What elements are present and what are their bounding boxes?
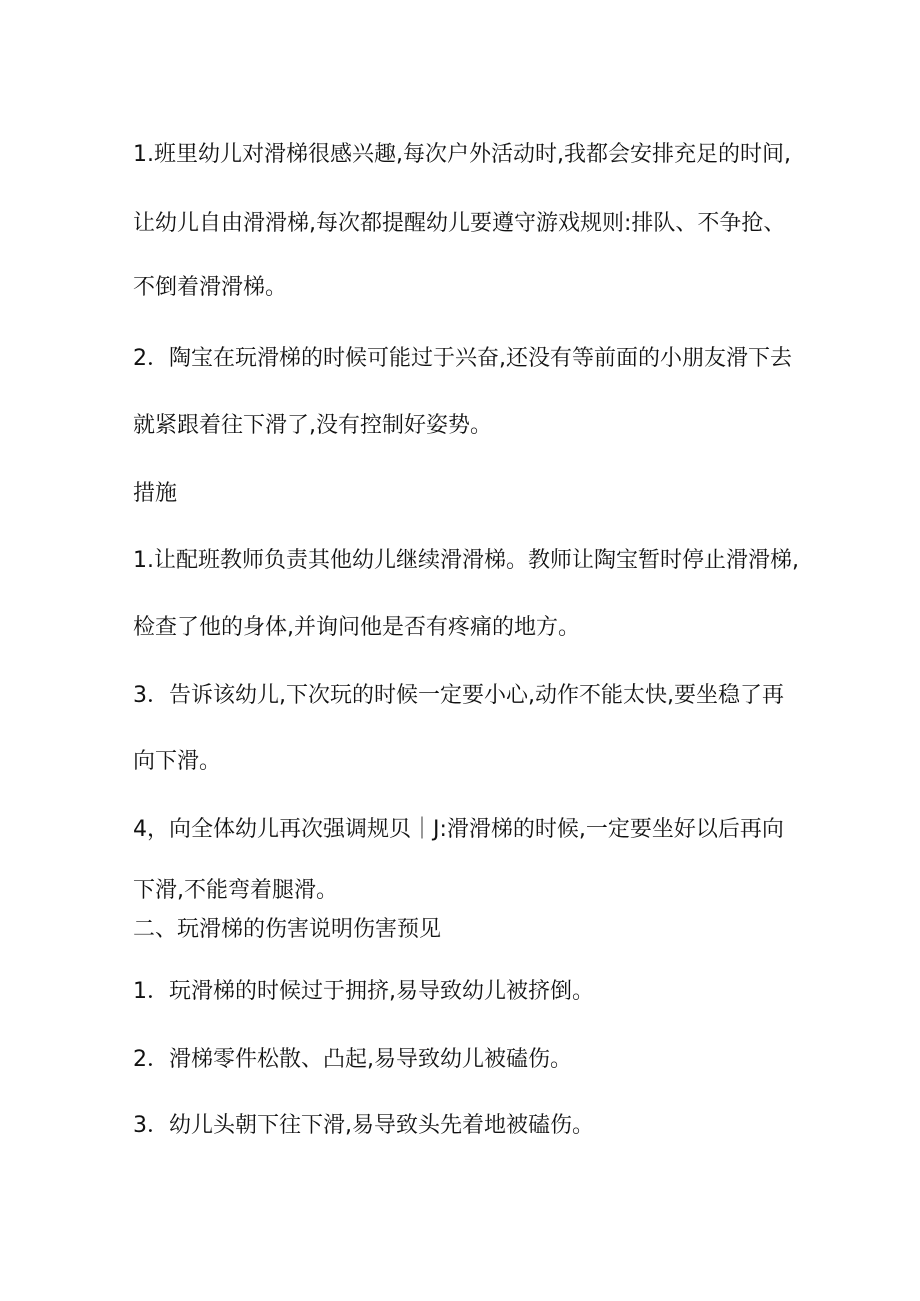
paragraph-line-16: 3．幼儿头朝下往下滑,易导致头先着地被磕伤。	[133, 1113, 594, 1138]
paragraph-line-1: 1.班里幼儿对滑梯很感兴趣,每次户外活动时,我都会安排充足的时间,	[133, 142, 791, 167]
paragraph-line-3: 不倒着滑滑梯。	[133, 275, 288, 300]
paragraph-line-7: 1.让配班教师负责其他幼儿继续滑滑梯。教师让陶宝暂时停止滑滑梯,	[133, 548, 799, 573]
paragraph-line-2: 让幼儿自由滑滑梯,每次都提醒幼儿要遵守游戏规则:排队、不争抢、	[133, 211, 786, 236]
paragraph-line-8: 检查了他的身体,并询问他是否有疼痛的地方。	[133, 615, 580, 640]
paragraph-line-11: 4，向全体幼儿再次强调规贝｜J:滑滑梯的时候,一定要坐好以后再向	[133, 817, 784, 842]
paragraph-line-15: 2．滑梯零件松散、凸起,易导致幼儿被磕伤。	[133, 1047, 572, 1072]
paragraph-line-4: 2．陶宝在玩滑梯的时候可能过于兴奋,还没有等前面的小朋友滑下去	[133, 346, 792, 371]
section-heading-measures: 措施	[133, 481, 178, 506]
section-heading-injury: 二、玩滑梯的伤害说明伤害预见	[133, 917, 442, 942]
paragraph-line-14: 1．玩滑梯的时候过于拥挤,易导致幼儿被挤倒。	[133, 979, 594, 1004]
paragraph-line-12: 下滑,不能弯着腿滑。	[133, 878, 338, 903]
paragraph-line-10: 向下滑。	[133, 749, 222, 774]
paragraph-line-9: 3．告诉该幼儿,下次玩的时候一定要小心,动作不能太快,要坐稳了再	[133, 683, 784, 708]
paragraph-line-5: 就紧跟着往下滑了,没有控制好姿势。	[133, 413, 492, 438]
